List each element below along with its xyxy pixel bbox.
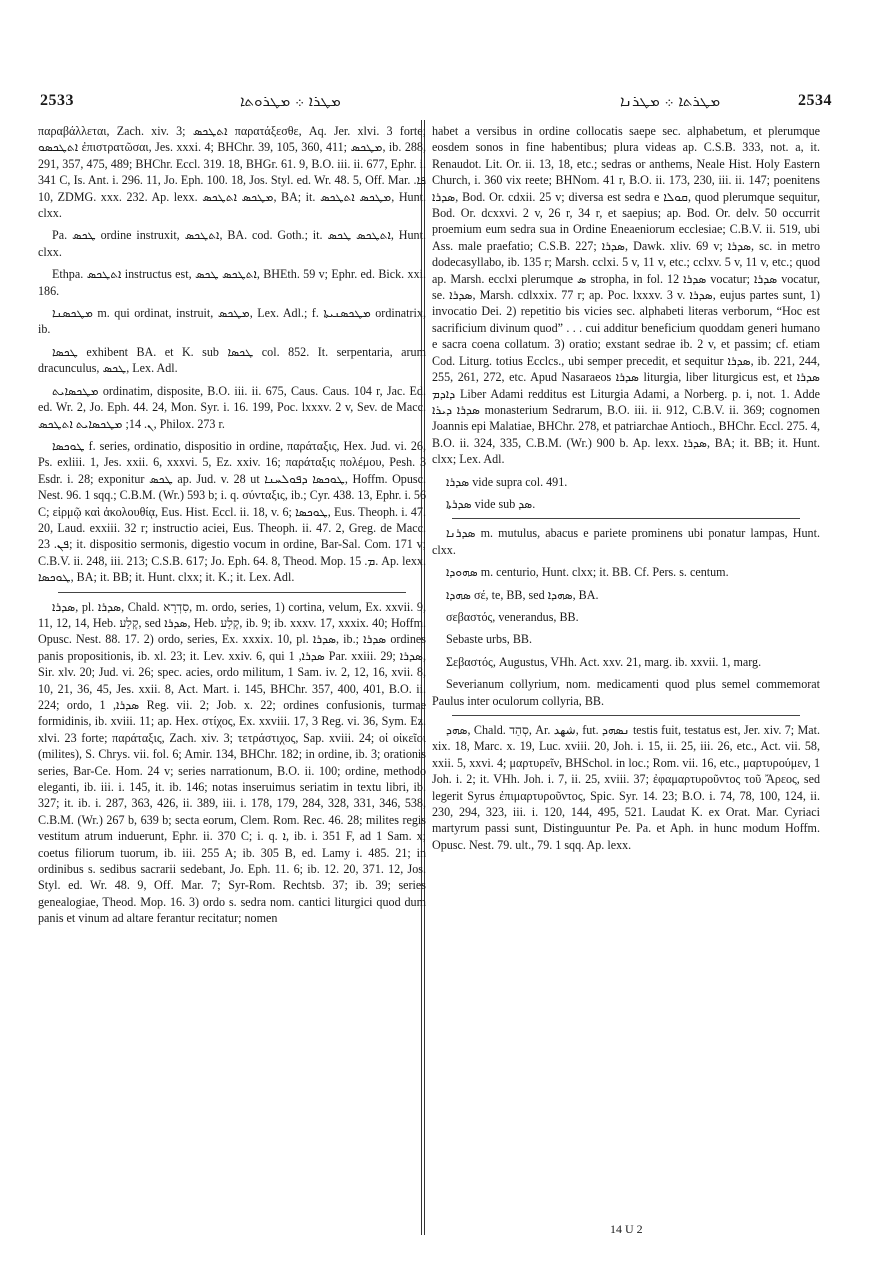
entry-paragraph: Σεβαστός, Augustus, VHh. Act. xxv. 21, marg. ib. xxvii. 1, marg.	[446, 654, 762, 669]
left-page-number: 2533	[40, 92, 74, 109]
section-rule	[452, 715, 800, 716]
entry-paragraph: ܛܟܣܐ exhibent BA. et K. sub ܛܟܣܐ col. 852. It. serpentaria, arum dracunculus, ܛܟܣ, Lex. Adl.	[38, 344, 426, 376]
entry-paragraph: παραβάλλεται, Zach. xiv. 3; ܐܬܛܟܣ παρατάξεσθε, Aq. Jer. xlvi. 3 forte; ܐܬܛܟܣܘ ἐπιστρατῶσαι, Jes. xxxi. 4; BHChr. 39, 105, 360, 411; ܡܛܟܣ, ib. 288, 291, 357, 475, 489; BHChr. Eccl. 319. 18, BHGr. 61. 9, B.O. iii. ii. 677, Ephr. i. 341 C, Is. Ant. i. 296. 11, Jo. Eph. 100. 18, Jos. Styl. ed. Wr. 48. 5, Off. Mar. ܦܐ. 10, ZDMG. xxx. 232. Ap. lexx. ܡܛܟܣ ܐܬܛܟܣ, BA; it. ܡܛܟܣ ܐܬܛܟܣ, Hunt. clxx.	[38, 124, 427, 221]
entry-paragraph: ܣܕܪܐ, pl. ܣܕܪܐ, Chald. סִדְרָא, m. ordo, series, 1) cortina, velum, Ex. xxvii. 9, 11, 12, 14, Heb. קֶלַע, sed ܣܕܪܐ, Heb. קֶלַע, ib. 9; ib. xxxv. 17, xxxix. 40; Hoffm. Opusc. Nest. 88. 17. 2) ordo, series, Ex. xxxix. 10, pl. ܣܕܪܐ, ib.; ܣܕܪܐ ordines panis propositionis, ib. xl. 23; it. Lev. xxiv. 6, qui ܣܕܪܐ, 1 Par. xxiii. 29; ܣܕܪܐ, Sir. xlv. 20; Jud. vi. 26; spec. acies, ordo militum, 1 Sam. iv. 2, 12, 16, xvii. 8, 10, 21, 36, 45, Jes. xxii. 8, Act. Mart. i. 145, BHChr. 357, 400, 401, B.O. ii. 224; ordo, ܣܕܪܐ, 1 Reg. vii. 2; Job. x. 22; ordines confusionis, turmae formidinis, ib. xviii. 11; ap. Hex. στίχος, Ex. xxviii. 17, 3 Reg. vi. 36, Sym. Ez. xlvi. 23 forte; παράταξις, Zach. xiv. 3; τετράστιχος, Sap. xviii. 24; οἱ οἰκεῖοι (milites), S. Chrys. vii. fol. 6; Amir. 134, BHChr. 182; in ordine, ib. 3; orationis series, Bar-Ce. Hom. 24 v; series narrationum, B.O. ii. 100; ordine, methodo eleganti, ib. iii. i. 145, it. ib. 146; notas inseruimus seriatim in textu libri, ib. 327; it. ib. i. 287, 363, 426, ii. 389, iii. i. 178, 179, 284, 328, 331, 346, 538, C.B.M. (Wr.) 267 b, 639 b; secta eorum, Clem. Rom. Rec. 46. 28; milites regis vestitum atrum induerunt, Ephr. ii. 370 C; i. q. ܐ, ib. i. 351 F, ad 1 Sam. x; coetus filiorum tuorum, ib. iii. 255 A; ib. 305 B, ed. Lamy i. 485. 21; in ordinibus s. sedibus sacrarii sedebant, Jo. Eph. 11. 6; ib. 12. 20, 371. 12, Jos. Styl. ed. Wr. 48. 9, Off. Mar. 7; Syr-Rom. Rechtsb. 37; ib. 39; series genealogiae, Theod. Mop. 16. 3) ordo s. sedra nom. cantici liturgici quod dum panis et vinum ad altare ferantur recitatur; nomen	[38, 599, 426, 926]
left-column	[38, 123, 426, 933]
entry-paragraph: ܡܛܟܣܢܐ m. qui ordinat, instruit, ܡܛܟܣ, Lex. Adl.; f. ܡܛܟܣܢܝܬܐ ordinatrix, ib.	[38, 306, 426, 337]
left-running-head: ܡܛܪܐ ܀ ܡܛܪܘܬܐ	[240, 92, 341, 110]
entry-paragraph: habet a versibus in ordine collocatis saepe sec. alphabetum, et plerumque eosdem sonos in fine habentibus; plura videas ap. C.S.B. 333, not. a, it. Renaudot. Lit. Or. ii. 13, 18, etc.; sedras or anthems, Neale Hist. Holy Eastern Church, i. 360 vix reete; BHNom. 41 r, B.O. ii. 173, 230, iii. ii. 147; poenitens ܣܕܪܐ, Bod. Or. cdxii. 25 v; diversa est sedra e ܩܘܠܐ, quod plerumque sequitur, Bod. Or. dcxxvi. 2 v, 26 r, 34 r, et saepius; ap. Bod. Or. delv. 50 occurrit proemium eum sedra sua in Ordine Eneaeniorum ecclesiae; C.B.V. ii. 519, ubi Ass. male praefatio; C.S.B. 227; ܣܕܪܐ, Dawk. xliv. 69 v; ܣܕܪܐ, sc. in metro dodecasyllabo, ib. 135 r; Marsh. cclxi. 5 v, 11 v, etc.; cclxv. 5 v, 11 v, etc.; quod ap. Marsh. ecclxi plerumque ܣ stropha, in fol. 12 ܣܕܪܐ vocatur; ܣܕܪܐ vocatur, se. ܣܕܪܐ, Marsh. cdlxxix. 77 r; ap. Poc. lxxxv. 3 v. ܣܕܪܐ, eujus partes sunt, 1) invocatio Dei. 2) repetitio bis vicies sec. alphabeti literas verborum, “Hoc est sacrificium divinum quod” . . . cui additur beneficium quoddam generi humano e sacra coena collatum. 3) oratio; exstant sedrae ib. 2 v, et passim; cf. etiam Cod. Liturg. totius Ecclcs., ubi semper precedit, et sequitur ܣܕܪܐ, ib. 221, 244, 255, 261, 272, etc. Apud Nasaraeos ܣܕܪܐ liturgia, liber liturgicus est, et ܣܕܪܐ ܕܐܕܡ Liber Adami redditus est Liturgia Adami, a Norberg. p. i, not. 1. Adde ܣܕܪܐ ܕܝܪܐ monasterium Sedrarum, B.O. iii. ii. 912, C.B.V. ii. 369; cognomen Joannis epi Malatiae, BHChr. 278, et patriarchae Antioch., BHChr. Eccl. 275. 4, B.O. ii. 324, 335, C.B.M. (Wr.) 900 b. Ap. lexx. ܣܕܪܐ, BA; it. BB; it. Hunt. clxx; Lex. Adl.	[432, 124, 821, 467]
right-running-head: ܡܛܪܬܐ ܀ ܡܛܪܢܐ	[620, 92, 721, 110]
section-rule	[452, 518, 800, 519]
entry-paragraph: ܛܘܟܣܐ f. series, ordinatio, dispositio in ordine, παράταξις, Hex. Jud. vi. 26, Ps. exliii. 1, Jes. xxii. 6, xxxvi. 5, Ez. xxiv. 16; παράταξις πολέμου, Pesh. 3 Esdr. i. 28; exponitur ܛܟܣ ap. Jud. v. 28 ut ܛܘܟܣܐ ܕܦܘܠܚܢܐ, Hoffm. Opusc. Nest. 96. 1 sqq.; C.B.M. (Wr.) 593 b; i. q. σύνταξις, ib.; Cyr. 438. 13, Ephr. i. 56 C; εἱρμῷ καὶ ἀκολουθίᾳ, Eus. Hist. Eccl. ii. 18, v. 6; ܛܘܟܣܐ, Eus. Theoph. i. 47. 20, Laud. exxiii. 32 r; instructio aciei, Eus. Theoph. ii. 47. 2, Greg. de Macc. ܦܢ. 23; it. dispositio sermonis, digestio vocum in ordine, Bar-Sal. Com. 171 v; C.B.V. ii. 248, iii. 213; C.S.B. 617; Jo. Eph. 64. 8, Theod. Mop. ܡ. 15. Ap. lexx. ܛܘܟܣܐ, BA; it. BB; it. Hunt. clxx; it. K.; it. Lex. Adl.	[38, 438, 427, 585]
entry-paragraph: σεβαστός, venerandus, BB.	[446, 609, 579, 624]
entry-paragraph: ܣܕܪܐ vide supra col. 491.	[446, 474, 568, 489]
entry-paragraph: ܣܗܘܕܐ m. centurio, Hunt. clxx; it. BB. Cf. Pers. s. centum.	[446, 565, 729, 580]
entry-paragraph: Ethpa. ܐܬܛܟܣ instructus est, ܐܬܛܟܣ ܛܟܣ, BHEth. 59 v; Ephr. ed. Bick. xxi. 186.	[38, 267, 427, 298]
right-page-number: 2534	[798, 92, 832, 109]
section-rule	[58, 592, 406, 593]
entry-paragraph: Pa. ܛܟܣ ordine instruxit, ܐܬܛܟܣ, BA. cod. Goth.; it. ܐܬܛܟܣ ܛܟܣ, Hunt. clxx.	[38, 228, 426, 259]
entry-paragraph: ܣܗܕܐ σέ, te, BB, sed ܣܗܕܐ, BA.	[446, 587, 599, 602]
entry-paragraph: ܣܕܪܬܐ vide sub ܣܕ.	[446, 496, 536, 511]
entry-paragraph: ܡܛܟܣܐܝܬ ordinatim, disposite, B.O. iii. ii. 675, Caus. Caus. 104 r, Jac. Ed. ed. Wr. 2, Jo. Eph. 44. 24, Mon. Syr. i. 16. 199, Poc. lxxxv. 2 v, Sev. de Macc. ܢ. 14; ܡܛܟܣܐܝܬ ܐܬܛܟܣ, Philox. 273 r.	[38, 383, 426, 431]
right-column	[432, 123, 820, 859]
entry-paragraph: Sebaste urbs, BB.	[446, 632, 532, 647]
entry-paragraph: ܣܕܪܢܐ m. mutulus, abacus e pariete prominens ubi ponatur lampas, Hunt. clxx.	[432, 526, 820, 557]
entry-paragraph: ܣܗܕ, Chald. סְהַד, Ar. شهد, fut. ܢܣܗܕ testis fuit, testatus est, Jer. xiv. 7; Mat. xix. 18, Marc. x. 19, Luc. xviii. 20, Joh. i. 15, ii. 25, iii. 26, etc., Act. vii. 58, xxii. 5, xxvi. 4; μαρτυρεῖν, BHSchol. in loc.; Rom. vii. 16, etc., μαρτυρούμεν, 1 Joh. i. 2; it. VHh. Joh. i. 7, ii. 25, xviii. 37; ἐφαμαρτυροῦντος τοῦ Ἄρεος, sed legerit Syrus ἐπιμαρτυροῦντος, Spic. Syr. 14. 23; B.O. i. 74, 78, 100, 124, ii. 230, 294, 323, iii. i. 120, 144, 495, 521. Laudat K. ex Orat. Mar. Cyriaci martyrum passi sunt, Distinguuntur Pe. Pa. et Aph. in hunc modum Hoffm. Opusc. Nest. 79. ult., 79. 1 sqq. Ap. lexx.	[432, 723, 820, 852]
signature-mark: 14 U 2	[610, 1222, 643, 1236]
entry-paragraph: Severianum collyrium, nom. medicamenti quod plus semel commemorat Paulus inter oculorum collyria, BB.	[432, 677, 820, 708]
